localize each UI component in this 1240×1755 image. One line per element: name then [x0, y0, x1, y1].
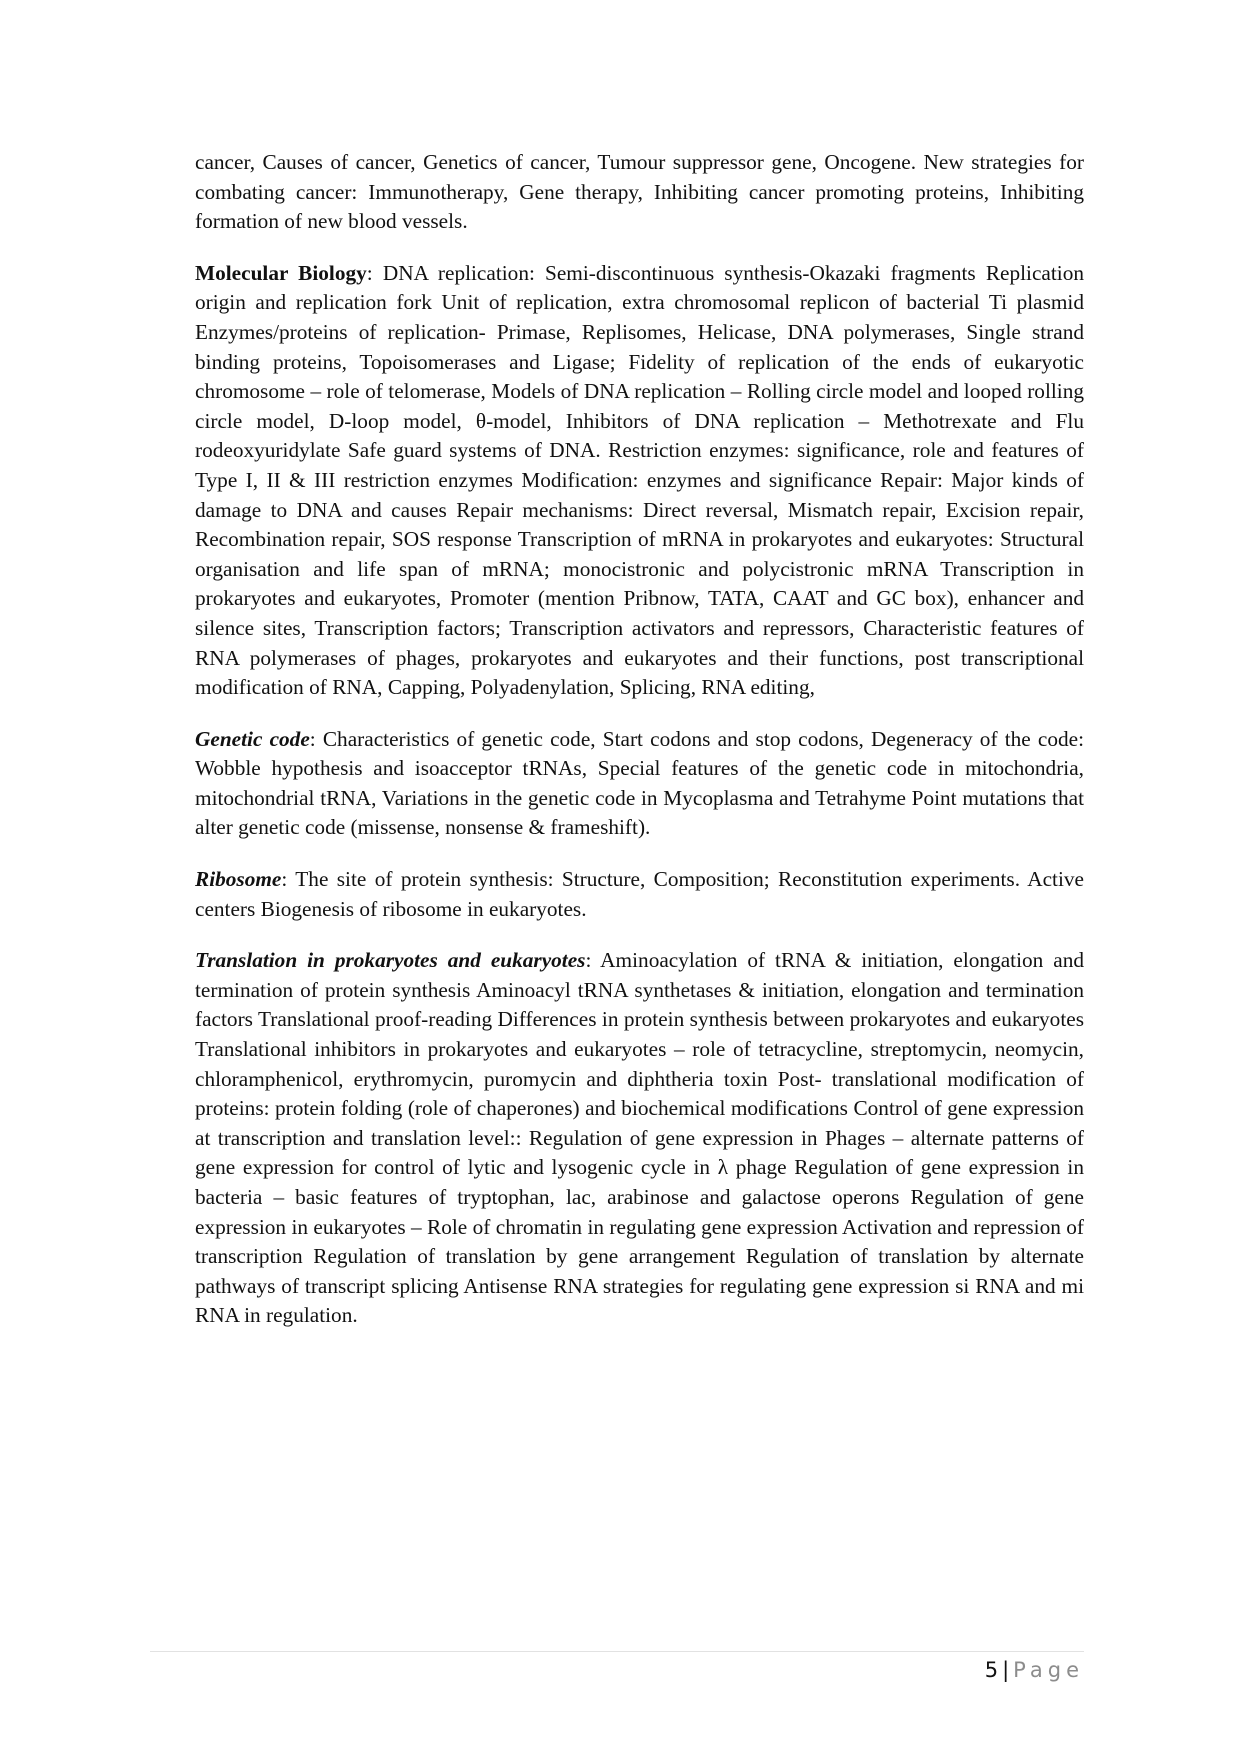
paragraph-cancer-continuation: [195, 148, 1084, 237]
page-body: [195, 148, 1084, 1353]
paragraph-text: : Aminoacylation of tRNA & initiation, elongation and termination of protein synthesis Aminoacyl tRNA synthetases & initiation, elongation and termination factors Translational proof-reading Differences in protein synthesis between prokaryotes and eukaryotes Translational inhibitors in prokaryotes and eukaryotes – role of tetracycline, streptomycin, neomycin, chloramphenicol, erythromycin, puromycin and diphtheria toxin Post- translational modification of proteins: protein folding (role of chaperones) and biochemical modifications Control of gene expression at transcription and translation level:: Regulation of gene expression in Phages – alternate patterns of gene expression for control of lytic and lysogenic cycle in λ phage Regulation of gene expression in bacteria – basic features of tryptophan, lac, arabinose and galactose operons Regulation of gene expression in eukaryotes – Role of chromatin in regulating gene expression Activation and repression of transcription Regulation of translation by gene arrangement Regulation of translation by alternate pathways of transcript splicing Antisense RNA strategies for regulating gene expression si RNA and mi RNA in regulation.: [195, 948, 1085, 1328]
section-heading-genetic-code: Genetic code: [195, 726, 310, 751]
section-heading-translation: Translation in prokaryotes and eukaryotes: [195, 948, 586, 973]
footer-divider: [150, 1651, 1084, 1652]
paragraph-genetic-code: [195, 725, 1084, 843]
paragraph-text: cancer, Causes of cancer, Genetics of cancer, Tumour suppressor gene, Oncogene. New strategies for combating cancer: Immunotherapy, Gene therapy, Inhibiting cancer promoting proteins, Inhibiting formation of new blood vessels.: [195, 150, 1084, 234]
paragraph-molecular-biology: [195, 259, 1084, 703]
section-heading-ribosome: Ribosome: [195, 867, 282, 892]
paragraph-text: : Characteristics of genetic code, Start codons and stop codons, Degeneracy of the code: Wobble hypothesis and isoacceptor tRNAs, Special features of the genetic code in mitochondria, mitochondrial tRNA, Variations in the genetic code in Mycoplasma and Tetrahyme Point mutations that alter genetic code (missense, nonsense & frameshift).: [195, 726, 1084, 840]
paragraph-text: : The site of protein synthesis: Structure, Composition; Reconstitution experiments. Active centers Biogenesis of ribosome in eukaryotes.: [195, 867, 1084, 921]
section-heading-molecular-biology: Molecular Biology: [195, 260, 367, 285]
paragraph-text: : DNA replication: Semi-discontinuous synthesis-Okazaki fragments Replication origin and replication fork Unit of replication, extra chromosomal replicon of bacterial Ti plasmid Enzymes/proteins of replication- Primase, Replisomes, Helicase, DNA polymerases, Single strand binding proteins, Topoisomerases and Ligase; Fidelity of replication of the ends of eukaryotic chromosome – role of telomerase, Models of DNA replication – Rolling circle model and looped rolling circle model, D-loop model, θ-model, Inhibitors of DNA replication – Methotrexate and Flu rodeoxyuridylate Safe guard systems of DNA. Restriction enzymes: significance, role and features of Type I, II & III restriction enzymes Modification: enzymes and significance Repair: Major kinds of damage to DNA and causes Repair mechanisms: Direct reversal, Mismatch repair, Excision repair, Recombination repair, SOS response Transcription of mRNA in prokaryotes and eukaryotes: Structural organisation and life span of mRNA; monocistronic and polycistronic mRNA Transcription in prokaryotes and eukaryotes, Promoter (mention Pribnow, TATA, CAAT and GC box), enhancer and silence sites, Transcription factors; Transcription activators and repressors, Characteristic features of RNA polymerases of phages, prokaryotes and eukaryotes and their functions, post transcriptional modification of RNA, Capping, Polyadenylation, Splicing, RNA editing,: [195, 260, 1084, 700]
footer-separator: |: [1002, 1658, 1010, 1682]
page-number: 5: [984, 1658, 999, 1682]
paragraph-ribosome: [195, 865, 1084, 924]
page-label: Page: [1013, 1658, 1084, 1682]
paragraph-translation: [195, 946, 1084, 1331]
page-footer: [985, 1656, 1084, 1684]
